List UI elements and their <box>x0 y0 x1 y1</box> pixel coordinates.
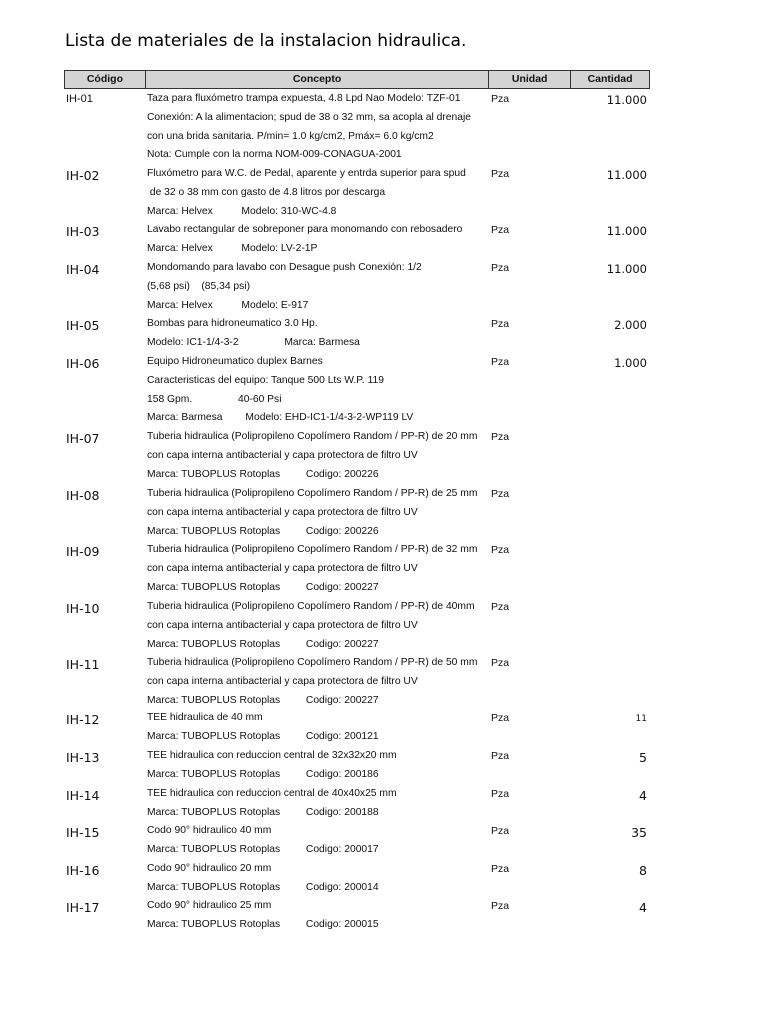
item-code: IH-09 <box>66 544 100 559</box>
concept-line: 158 Gpm. 40-60 Psi <box>147 393 282 405</box>
concept-line: Caracteristicas del equipo: Tanque 500 Lts W.P. 119 <box>147 374 384 386</box>
concept-line: Codo 90° hidraulico 40 mm <box>147 825 272 836</box>
concept-line: Bombas para hidroneumatico 3.0 Hp. <box>147 318 318 329</box>
concept-line: Tuberia hidraulica (Polipropileno Copolímero Random / PP-R) de 40mm <box>147 601 475 612</box>
concept-line: Marca: TUBOPLUS Rotoplas Codigo: 200227 <box>147 638 379 650</box>
item-code: IH-05 <box>66 318 100 333</box>
item-unit: Pza <box>491 224 510 236</box>
item-quantity: 8 <box>639 863 647 878</box>
concept-line: con capa interna antibacterial y capa protectora de filtro UV <box>147 675 418 687</box>
concept-line: Marca: Helvex Modelo: LV-2-1P <box>147 242 318 254</box>
page-title: Lista de materiales de la instalacion hidraulica. <box>65 31 467 51</box>
item-code: IH-10 <box>66 601 100 616</box>
item-code: IH-14 <box>66 788 100 803</box>
item-code: IH-06 <box>66 356 100 371</box>
concept-line: Marca: TUBOPLUS Rotoplas Codigo: 200186 <box>147 768 379 780</box>
concept-line: con capa interna antibacterial y capa protectora de filtro UV <box>147 562 418 574</box>
concept-line: Marca: TUBOPLUS Rotoplas Codigo: 200226 <box>147 468 379 480</box>
item-unit: Pza <box>491 168 510 180</box>
header-cantidad: Cantidad <box>570 70 650 89</box>
concept-line: Codo 90° hidraulico 25 mm <box>147 900 272 911</box>
item-code: IH-12 <box>66 712 100 727</box>
item-quantity: 11.000 <box>606 224 647 238</box>
concept-line: Tuberia hidraulica (Polipropileno Copolímero Random / PP-R) de 32 mm <box>147 544 478 555</box>
item-code: IH-07 <box>66 431 100 446</box>
item-quantity: 35 <box>631 825 647 840</box>
concept-line: Marca: Helvex Modelo: 310-WC-4.8 <box>147 205 337 217</box>
item-unit: Pza <box>491 93 510 105</box>
item-unit: Pza <box>491 262 510 274</box>
item-unit: Pza <box>491 318 510 330</box>
concept-line: Modelo: IC1-1/4-3-2 Marca: Barmesa <box>147 336 360 348</box>
concept-line: Mondomando para lavabo con Desague push Conexión: 1/2 <box>147 262 422 273</box>
item-quantity: 11 <box>635 714 647 724</box>
concept-line: Marca: TUBOPLUS Rotoplas Codigo: 200017 <box>147 843 379 855</box>
item-code: IH-13 <box>66 750 100 765</box>
item-code: IH-03 <box>66 224 100 239</box>
concept-line: Marca: TUBOPLUS Rotoplas Codigo: 200227 <box>147 581 379 593</box>
item-quantity: 11.000 <box>606 262 647 276</box>
item-unit: Pza <box>491 712 510 724</box>
concept-line: Equipo Hidroneumatico duplex Barnes <box>147 356 323 367</box>
item-unit: Pza <box>491 750 510 762</box>
concept-line: Tuberia hidraulica (Polipropileno Copolímero Random / PP-R) de 50 mm <box>147 657 478 668</box>
item-code: IH-17 <box>66 900 100 915</box>
concept-line: Marca: TUBOPLUS Rotoplas Codigo: 200188 <box>147 806 379 818</box>
concept-line: Marca: TUBOPLUS Rotoplas Codigo: 200121 <box>147 730 379 742</box>
item-quantity: 2.000 <box>614 318 647 332</box>
concept-line: Nota: Cumple con la norma NOM-009-CONAGUA-2001 <box>147 149 402 161</box>
item-code: IH-11 <box>66 657 100 672</box>
item-code: IH-04 <box>66 262 100 277</box>
item-quantity: 4 <box>639 900 647 915</box>
item-quantity: 4 <box>639 788 647 803</box>
item-quantity: 1.000 <box>614 356 647 370</box>
item-unit: Pza <box>491 601 510 613</box>
concept-line: Marca: TUBOPLUS Rotoplas Codigo: 200014 <box>147 881 379 893</box>
item-unit: Pza <box>491 356 510 368</box>
concept-line: Marca: Barmesa Modelo: EHD-IC1-1/4-3-2-WP119 LV <box>147 412 414 424</box>
concept-line: con capa interna antibacterial y capa protectora de filtro UV <box>147 619 418 631</box>
item-unit: Pza <box>491 900 510 912</box>
item-unit: Pza <box>491 863 510 875</box>
concept-line: Marca: TUBOPLUS Rotoplas Codigo: 200226 <box>147 525 379 537</box>
item-code: IH-08 <box>66 488 100 503</box>
concept-line: Lavabo rectangular de sobreponer para monomando con rebosadero <box>147 224 463 235</box>
concept-line: TEE hidraulica con reduccion central de 32x32x20 mm <box>147 750 397 761</box>
item-code: IH-02 <box>66 168 100 183</box>
concept-line: Fluxómetro para W.C. de Pedal, aparente y entrda superior para spud <box>147 168 466 179</box>
item-unit: Pza <box>491 544 510 556</box>
item-code: IH-16 <box>66 863 100 878</box>
concept-line: con una brida sanitaria. P/min= 1.0 kg/cm2, Pmáx= 6.0 kg/cm2 <box>147 130 434 142</box>
concept-line: con capa interna antibacterial y capa protectora de filtro UV <box>147 506 418 518</box>
concept-line: Marca: Helvex Modelo: E-917 <box>147 299 309 311</box>
concept-line: con capa interna antibacterial y capa protectora de filtro UV <box>147 449 418 461</box>
concept-line: Marca: TUBOPLUS Rotoplas Codigo: 200227 <box>147 694 379 706</box>
concept-line: TEE hidraulica con reduccion central de 40x40x25 mm <box>147 788 397 799</box>
item-unit: Pza <box>491 788 510 800</box>
concept-line: de 32 o 38 mm con gasto de 4.8 litros por descarga <box>147 186 386 198</box>
concept-line: Conexión: A la alimentacion; spud de 38 o 32 mm, sa acopla al drenaje <box>147 111 471 123</box>
concept-line: TEE hidraulica de 40 mm <box>147 712 263 723</box>
item-quantity: 11.000 <box>606 168 647 182</box>
item-quantity: 11.000 <box>606 93 647 107</box>
item-unit: Pza <box>491 825 510 837</box>
concept-line: (5,68 psi) (85,34 psi) <box>147 280 251 292</box>
item-unit: Pza <box>491 431 510 443</box>
item-quantity: 5 <box>639 750 647 765</box>
header-codigo: Código <box>64 70 146 89</box>
item-code: IH-15 <box>66 825 100 840</box>
item-unit: Pza <box>491 657 510 669</box>
concept-line: Marca: TUBOPLUS Rotoplas Codigo: 200015 <box>147 918 379 930</box>
concept-line: Codo 90° hidraulico 20 mm <box>147 863 272 874</box>
concept-line: Taza para fluxómetro trampa expuesta, 4.8 Lpd Nao Modelo: TZF-01 <box>147 93 461 104</box>
concept-line: Tuberia hidraulica (Polipropileno Copolímero Random / PP-R) de 25 mm <box>147 488 478 499</box>
concept-line: Tuberia hidraulica (Polipropileno Copolímero Random / PP-R) de 20 mm <box>147 431 478 442</box>
header-concepto: Concepto <box>145 70 489 89</box>
item-unit: Pza <box>491 488 510 500</box>
item-code: IH-01 <box>66 93 93 105</box>
header-unidad: Unidad <box>488 70 571 89</box>
